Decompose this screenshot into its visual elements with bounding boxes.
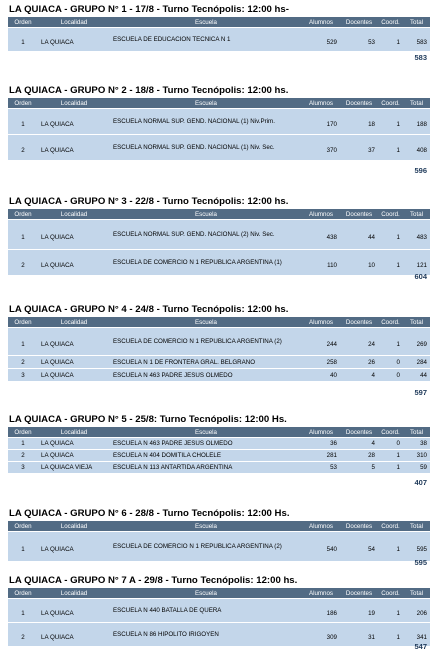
- cell-orden: 1: [8, 532, 38, 561]
- group-table: [8, 587, 430, 647]
- cell-coord: 0: [378, 356, 403, 368]
- header-docentes: Docentes: [340, 317, 378, 327]
- cell-docentes: 54: [340, 532, 378, 561]
- cell-total: 206: [403, 599, 430, 622]
- table-row: [8, 532, 430, 561]
- cell-localidad: LA QUIACA: [38, 328, 110, 355]
- group-total: 583: [414, 53, 427, 62]
- header-coord: Coord.: [378, 98, 403, 108]
- group-table: [8, 426, 430, 474]
- cell-orden: 2: [8, 623, 38, 646]
- header-escuela: Escuela: [110, 317, 302, 327]
- header-escuela: Escuela: [110, 588, 302, 598]
- header-total: Total: [403, 588, 430, 598]
- cell-total: 38: [403, 438, 430, 449]
- header-docentes: Docentes: [340, 588, 378, 598]
- header-orden: Orden: [8, 427, 38, 437]
- header-coord: Coord.: [378, 17, 403, 27]
- cell-orden: 1: [8, 220, 38, 249]
- group-table: [8, 208, 430, 276]
- table-row: [8, 599, 430, 622]
- cell-localidad: LA QUIACA: [38, 532, 110, 561]
- cell-coord: 0: [378, 369, 403, 381]
- header-alumnos: Alumnos: [302, 17, 340, 27]
- cell-escuela: ESCUELA DE COMERCIO N 1 REPUBLICA ARGENTINA (2): [110, 532, 302, 561]
- cell-docentes: 18: [340, 109, 378, 134]
- cell-docentes: 24: [340, 328, 378, 355]
- cell-alumnos: 309: [302, 623, 340, 646]
- group-title: LA QUIACA - GRUPO N° 3 - 22/8 - Turno Tecnópolis: 12:00 hs.: [9, 196, 289, 207]
- cell-coord: 1: [378, 599, 403, 622]
- cell-escuela: ESCUELA N 113 ANTARTIDA ARGENTINA: [110, 462, 302, 473]
- cell-localidad: LA QUIACA: [38, 220, 110, 249]
- header-escuela: Escuela: [110, 521, 302, 531]
- group-total: 597: [414, 388, 427, 397]
- group-title: LA QUIACA - GRUPO N° 2 - 18/8 - Turno Tecnópolis: 12:00 hs.: [9, 85, 289, 96]
- group-total: 547: [414, 642, 427, 651]
- header-alumnos: Alumnos: [302, 98, 340, 108]
- header-total: Total: [403, 521, 430, 531]
- cell-orden: 1: [8, 438, 38, 449]
- header-docentes: Docentes: [340, 427, 378, 437]
- cell-orden: 1: [8, 28, 38, 51]
- header-docentes: Docentes: [340, 209, 378, 219]
- cell-alumnos: 186: [302, 599, 340, 622]
- header-escuela: Escuela: [110, 17, 302, 27]
- header-escuela: Escuela: [110, 427, 302, 437]
- header-total: Total: [403, 17, 430, 27]
- cell-localidad: LA QUIACA: [38, 450, 110, 461]
- cell-escuela: ESCUELA N 86 HIPOLITO IRIGOYEN: [110, 623, 302, 646]
- header-coord: Coord.: [378, 317, 403, 327]
- table-row: [8, 109, 430, 134]
- cell-localidad: LA QUIACA: [38, 356, 110, 368]
- cell-escuela: ESCUELA NORMAL SUP. GEND. NACIONAL (2) Niv. Sec.: [110, 220, 302, 249]
- cell-coord: 1: [378, 462, 403, 473]
- header-coord: Coord.: [378, 427, 403, 437]
- cell-orden: 2: [8, 450, 38, 461]
- cell-orden: 1: [8, 109, 38, 134]
- cell-alumnos: 53: [302, 462, 340, 473]
- header-localidad: Localidad: [38, 521, 110, 531]
- group-title: LA QUIACA - GRUPO N° 7 A - 29/8 - Turno Tecnópolis: 12:00 hs.: [9, 575, 298, 586]
- cell-docentes: 10: [340, 250, 378, 275]
- cell-alumnos: 258: [302, 356, 340, 368]
- cell-orden: 1: [8, 599, 38, 622]
- cell-localidad: LA QUIACA: [38, 623, 110, 646]
- header-escuela: Escuela: [110, 98, 302, 108]
- table-row: [8, 623, 430, 646]
- cell-localidad: LA QUIACA: [38, 28, 110, 51]
- cell-coord: 1: [378, 135, 403, 160]
- table-row: [8, 462, 430, 473]
- group-table: [8, 16, 430, 52]
- cell-total: 408: [403, 135, 430, 160]
- table-row: [8, 369, 430, 381]
- group-title: LA QUIACA - GRUPO N° 1 - 17/8 - Turno Tecnópolis: 12:00 hs-: [9, 4, 289, 15]
- header-escuela: Escuela: [110, 209, 302, 219]
- cell-total: 583: [403, 28, 430, 51]
- cell-localidad: LA QUIACA VIEJA: [38, 462, 110, 473]
- cell-coord: 1: [378, 450, 403, 461]
- table-row: [8, 450, 430, 461]
- cell-alumnos: 170: [302, 109, 340, 134]
- table-row: [8, 28, 430, 51]
- group-total: 407: [414, 478, 427, 487]
- group-total: 595: [414, 558, 427, 567]
- cell-alumnos: 110: [302, 250, 340, 275]
- group-table: [8, 520, 430, 562]
- cell-escuela: ESCUELA N 404 DOMITILA CHOLELE: [110, 450, 302, 461]
- header-localidad: Localidad: [38, 588, 110, 598]
- cell-total: 310: [403, 450, 430, 461]
- cell-escuela: ESCUELA DE COMERCIO N 1 REPUBLICA ARGENTINA (2): [110, 328, 302, 355]
- cell-localidad: LA QUIACA: [38, 369, 110, 381]
- cell-escuela: ESCUELA N 440 BATALLA DE QUERA: [110, 599, 302, 622]
- table-row: [8, 250, 430, 275]
- cell-orden: 1: [8, 328, 38, 355]
- header-localidad: Localidad: [38, 427, 110, 437]
- cell-localidad: LA QUIACA: [38, 438, 110, 449]
- cell-coord: 1: [378, 28, 403, 51]
- table-row: [8, 220, 430, 249]
- cell-total: 59: [403, 462, 430, 473]
- cell-orden: 2: [8, 135, 38, 160]
- table-row: [8, 438, 430, 449]
- header-total: Total: [403, 209, 430, 219]
- cell-docentes: 53: [340, 28, 378, 51]
- header-orden: Orden: [8, 98, 38, 108]
- cell-docentes: 4: [340, 438, 378, 449]
- group-table: [8, 97, 430, 161]
- header-orden: Orden: [8, 521, 38, 531]
- cell-coord: 1: [378, 532, 403, 561]
- cell-total: 44: [403, 369, 430, 381]
- cell-coord: 1: [378, 220, 403, 249]
- header-alumnos: Alumnos: [302, 209, 340, 219]
- cell-orden: 2: [8, 356, 38, 368]
- cell-alumnos: 36: [302, 438, 340, 449]
- cell-orden: 2: [8, 250, 38, 275]
- header-orden: Orden: [8, 209, 38, 219]
- cell-alumnos: 281: [302, 450, 340, 461]
- cell-alumnos: 244: [302, 328, 340, 355]
- table-row: [8, 356, 430, 368]
- cell-alumnos: 438: [302, 220, 340, 249]
- cell-coord: 0: [378, 438, 403, 449]
- header-coord: Coord.: [378, 521, 403, 531]
- cell-total: 483: [403, 220, 430, 249]
- group-title: LA QUIACA - GRUPO N° 6 - 28/8 - Turno Tecnópolis: 12:00 Hs.: [9, 508, 290, 519]
- header-orden: Orden: [8, 17, 38, 27]
- cell-alumnos: 529: [302, 28, 340, 51]
- cell-localidad: LA QUIACA: [38, 135, 110, 160]
- group-title: LA QUIACA - GRUPO N° 4 - 24/8 - Turno Tecnópolis: 12:00 hs.: [9, 304, 289, 315]
- group-total: 604: [414, 272, 427, 281]
- cell-alumnos: 40: [302, 369, 340, 381]
- header-localidad: Localidad: [38, 317, 110, 327]
- cell-escuela: ESCUELA N 463 PADRE JESUS OLMEDO: [110, 369, 302, 381]
- cell-docentes: 5: [340, 462, 378, 473]
- cell-coord: 1: [378, 109, 403, 134]
- header-coord: Coord.: [378, 588, 403, 598]
- header-localidad: Localidad: [38, 17, 110, 27]
- group-table: [8, 316, 430, 382]
- cell-total: 341: [403, 623, 430, 646]
- cell-docentes: 37: [340, 135, 378, 160]
- cell-orden: 3: [8, 462, 38, 473]
- header-alumnos: Alumnos: [302, 317, 340, 327]
- cell-total: 269: [403, 328, 430, 355]
- cell-alumnos: 540: [302, 532, 340, 561]
- group-total: 596: [414, 166, 427, 175]
- cell-localidad: LA QUIACA: [38, 599, 110, 622]
- cell-escuela: ESCUELA NORMAL SUP. GEND. NACIONAL (1) Niv. Sec.: [110, 135, 302, 160]
- header-localidad: Localidad: [38, 209, 110, 219]
- cell-escuela: ESCUELA NORMAL SUP. GEND. NACIONAL (1) Niv.Prim.: [110, 109, 302, 134]
- header-orden: Orden: [8, 317, 38, 327]
- cell-docentes: 26: [340, 356, 378, 368]
- cell-total: 121: [403, 250, 430, 275]
- header-total: Total: [403, 427, 430, 437]
- header-localidad: Localidad: [38, 98, 110, 108]
- cell-total: 595: [403, 532, 430, 561]
- cell-docentes: 19: [340, 599, 378, 622]
- cell-docentes: 44: [340, 220, 378, 249]
- header-docentes: Docentes: [340, 17, 378, 27]
- header-total: Total: [403, 317, 430, 327]
- cell-coord: 1: [378, 250, 403, 275]
- header-docentes: Docentes: [340, 98, 378, 108]
- header-alumnos: Alumnos: [302, 427, 340, 437]
- cell-escuela: ESCUELA N 1 DE FRONTERA GRAL. BELGRANO: [110, 356, 302, 368]
- cell-docentes: 31: [340, 623, 378, 646]
- header-docentes: Docentes: [340, 521, 378, 531]
- table-row: [8, 328, 430, 355]
- group-title: LA QUIACA - GRUPO N° 5 - 25/8: Turno Tecnópolis: 12:00 Hs.: [9, 414, 287, 425]
- cell-coord: 1: [378, 328, 403, 355]
- cell-coord: 1: [378, 623, 403, 646]
- table-row: [8, 135, 430, 160]
- cell-localidad: LA QUIACA: [38, 250, 110, 275]
- cell-escuela: ESCUELA DE COMERCIO N 1 REPUBLICA ARGENTINA (1): [110, 250, 302, 275]
- cell-docentes: 4: [340, 369, 378, 381]
- header-alumnos: Alumnos: [302, 521, 340, 531]
- header-total: Total: [403, 98, 430, 108]
- cell-escuela: ESCUELA DE EDUCACION TECNICA N 1: [110, 28, 302, 51]
- cell-total: 188: [403, 109, 430, 134]
- cell-docentes: 28: [340, 450, 378, 461]
- cell-alumnos: 370: [302, 135, 340, 160]
- cell-total: 284: [403, 356, 430, 368]
- cell-orden: 3: [8, 369, 38, 381]
- cell-escuela: ESCUELA N 463 PADRE JESUS OLMEDO: [110, 438, 302, 449]
- header-coord: Coord.: [378, 209, 403, 219]
- header-orden: Orden: [8, 588, 38, 598]
- cell-localidad: LA QUIACA: [38, 109, 110, 134]
- header-alumnos: Alumnos: [302, 588, 340, 598]
